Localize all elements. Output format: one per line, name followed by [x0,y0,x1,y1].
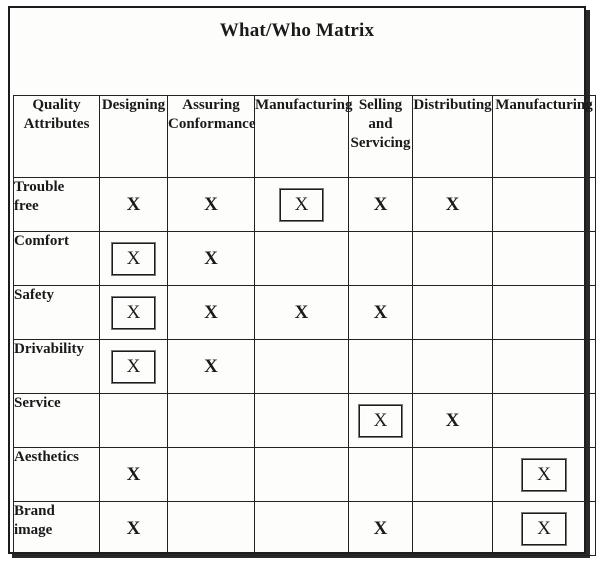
x-mark: X [373,301,388,323]
matrix-cell [413,178,493,232]
row-label [14,502,100,556]
row-label-line: image [14,522,53,538]
matrix-cell [349,340,413,394]
x-mark: X [373,517,388,539]
matrix-cell [100,232,168,286]
x-mark: X [204,355,218,377]
matrix-cell [349,448,413,502]
row-label-line: Safety [14,287,54,303]
row-label-line: free [14,198,39,214]
table-row [14,502,596,556]
table-row [14,178,596,232]
matrix-cell [168,502,255,556]
matrix-cell [100,448,168,502]
row-label [14,232,100,286]
matrix-cell [255,232,349,286]
matrix-cell [255,448,349,502]
matrix-cell [413,502,493,556]
matrix-cell [349,502,413,556]
matrix-cell [168,286,255,340]
matrix-cell [255,178,349,232]
matrix-cell [413,286,493,340]
column-header-manufacturing [255,96,353,178]
matrix-cell [168,232,255,286]
matrix-cell [100,502,168,556]
boxed-x-mark: X [112,243,156,275]
matrix-cell [493,178,596,232]
matrix-frame [8,6,593,554]
matrix-cell [100,178,168,232]
row-label-line: Comfort [14,233,69,249]
column-header-line: Designing [101,97,166,113]
boxed-x-mark: X [522,459,566,491]
column-header-selling-and-servicing [349,96,413,178]
table-row [14,286,596,340]
column-header-line: and [368,116,393,132]
column-header-assuring-conformance [168,96,255,178]
x-mark: X [204,193,218,215]
x-mark: X [445,409,460,431]
boxed-x-mark: X [112,351,156,383]
matrix-cell [349,286,413,340]
matrix-cell [255,502,349,556]
x-mark: X [373,193,388,215]
matrix-body [14,178,596,556]
x-mark: X [126,193,141,215]
matrix-cell [493,232,596,286]
row-label [14,286,100,340]
matrix-cell [168,448,255,502]
table-row [14,394,596,448]
column-header-line: Distributing [413,97,492,113]
row-label-line: Trouble [14,179,65,195]
table-row [14,448,596,502]
x-mark: X [204,301,218,323]
x-mark: X [294,301,309,323]
x-mark: X [445,193,460,215]
matrix-cell [413,340,493,394]
header-row [14,96,596,178]
column-header-line: Selling [358,97,403,113]
column-header-line: Manufacturing [495,97,593,113]
column-header-manufacturing-2 [493,96,596,178]
matrix-cell [413,394,493,448]
matrix-cell [100,394,168,448]
boxed-x-mark: X [280,189,324,221]
matrix-cell [413,232,493,286]
what-who-matrix-table [13,95,596,556]
matrix-cell [100,286,168,340]
row-label [14,340,100,394]
matrix-title: What/Who Matrix [219,20,375,41]
x-mark: X [126,517,141,539]
matrix-cell [493,448,596,502]
matrix-cell [255,394,349,448]
matrix-cell [349,232,413,286]
row-label-line: Aesthetics [14,449,79,465]
column-header-line: Assuring [182,97,240,113]
column-header-line: Attributes [23,116,90,132]
row-label-line: Service [14,395,61,411]
boxed-x-mark: X [112,297,156,329]
column-header-line: Quality [32,97,81,113]
matrix-cell [255,340,349,394]
row-label-line: Brand [14,503,55,519]
row-label [14,394,100,448]
column-header-line: Manufacturing [255,97,353,113]
matrix-cell [168,394,255,448]
row-label [14,178,100,232]
matrix-cell [493,502,596,556]
column-header-line: Servicing [350,135,411,151]
boxed-x-mark: X [522,513,566,545]
matrix-cell [100,340,168,394]
row-label [14,448,100,502]
boxed-x-mark: X [359,405,403,437]
column-header-quality-attributes [14,96,100,178]
row-label-line: Drivability [14,341,84,357]
table-row [14,340,596,394]
x-mark: X [204,247,218,269]
column-header-designing [100,96,168,178]
matrix-cell [255,286,349,340]
column-header-distributing [413,96,493,178]
matrix-cell [413,448,493,502]
column-header-line: Conformance [168,116,256,132]
matrix-cell [349,394,413,448]
table-row [14,232,596,286]
matrix-cell [168,178,255,232]
x-mark: X [126,463,141,485]
matrix-cell [493,340,596,394]
matrix-cell [493,394,596,448]
matrix-cell [168,340,255,394]
matrix-cell [349,178,413,232]
matrix-cell [493,286,596,340]
